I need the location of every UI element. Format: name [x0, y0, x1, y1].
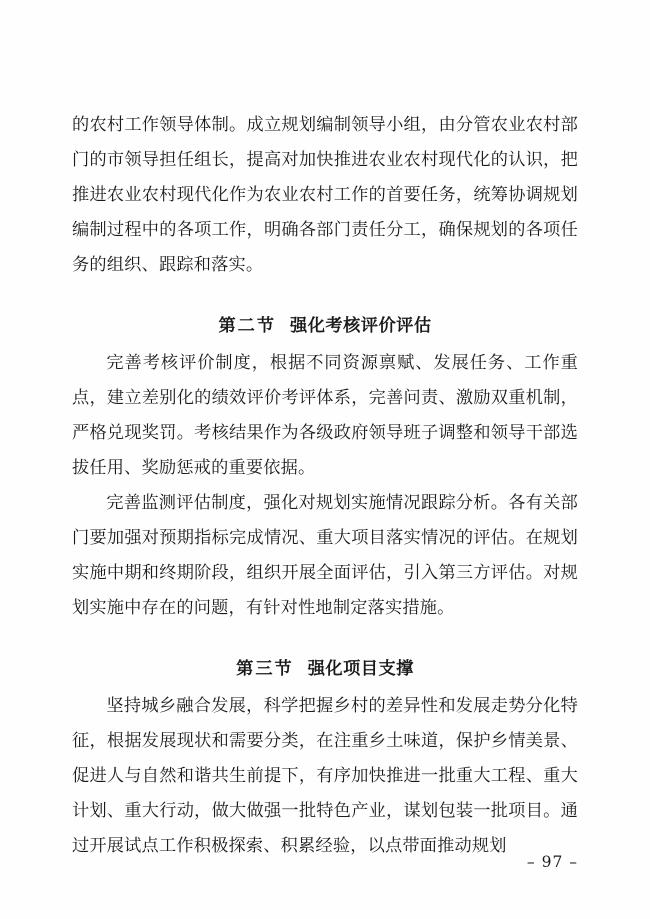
paragraph-project-support: 坚持城乡融合发展，科学把握乡村的差异性和发展走势分化特征，根据发展现状和需要分类，在注重乡土味道，保护乡情美景、促进人与自然和谐共生前提下，有序加快推进一批重大工程、重大计划、重大行动，做大做强一批特色产业，谋划包装一批项目。通过开展试点工作积极探索、积累经验，以点带面推动规划 [72, 696, 578, 856]
paragraph-continuation: 的农村工作领导体制。成立规划编制领导小组，由分管农业农村部门的市领导担任组长，提高对加快推进农业农村现代化的认识，把推进农业农村现代化作为农业农村工作的首要任务，统筹协调规划编制过程中的各项工作，明确各部门责任分工，确保规划的各项任务的组织、跟踪和落实。 [72, 115, 578, 275]
section-heading-3-number: 第三节 [236, 659, 294, 679]
section-heading-2-number: 第二节 [218, 316, 277, 336]
section-heading-2 [72, 309, 578, 344]
section-heading-3-title: 强化项目支撑 [307, 659, 414, 679]
paragraph-monitoring-evaluation: 完善监测评估制度，强化对规划实施情况跟踪分析。各有关部门要加强对预期指标完成情况、重大项目落实情况的评估。在规划实施中期和终期阶段，组织开展全面评估，引入第三方评估。对规划实施中存在的问题，有针对性地制定落实措施。 [72, 493, 578, 618]
section-heading-3 [72, 652, 578, 687]
section-heading-2-title: 强化考核评价评估 [290, 316, 432, 336]
page-number: – 97 – [526, 853, 578, 871]
paragraph-assessment-system: 完善考核评价制度，根据不同资源禀赋、发展任务、工作重点，建立差别化的绩效评价考评体系，完善问责、激励双重机制，严格兑现奖罚。考核结果作为各级政府领导班子调整和领导干部选拔任用、奖励惩戒的重要依据。 [72, 353, 578, 478]
